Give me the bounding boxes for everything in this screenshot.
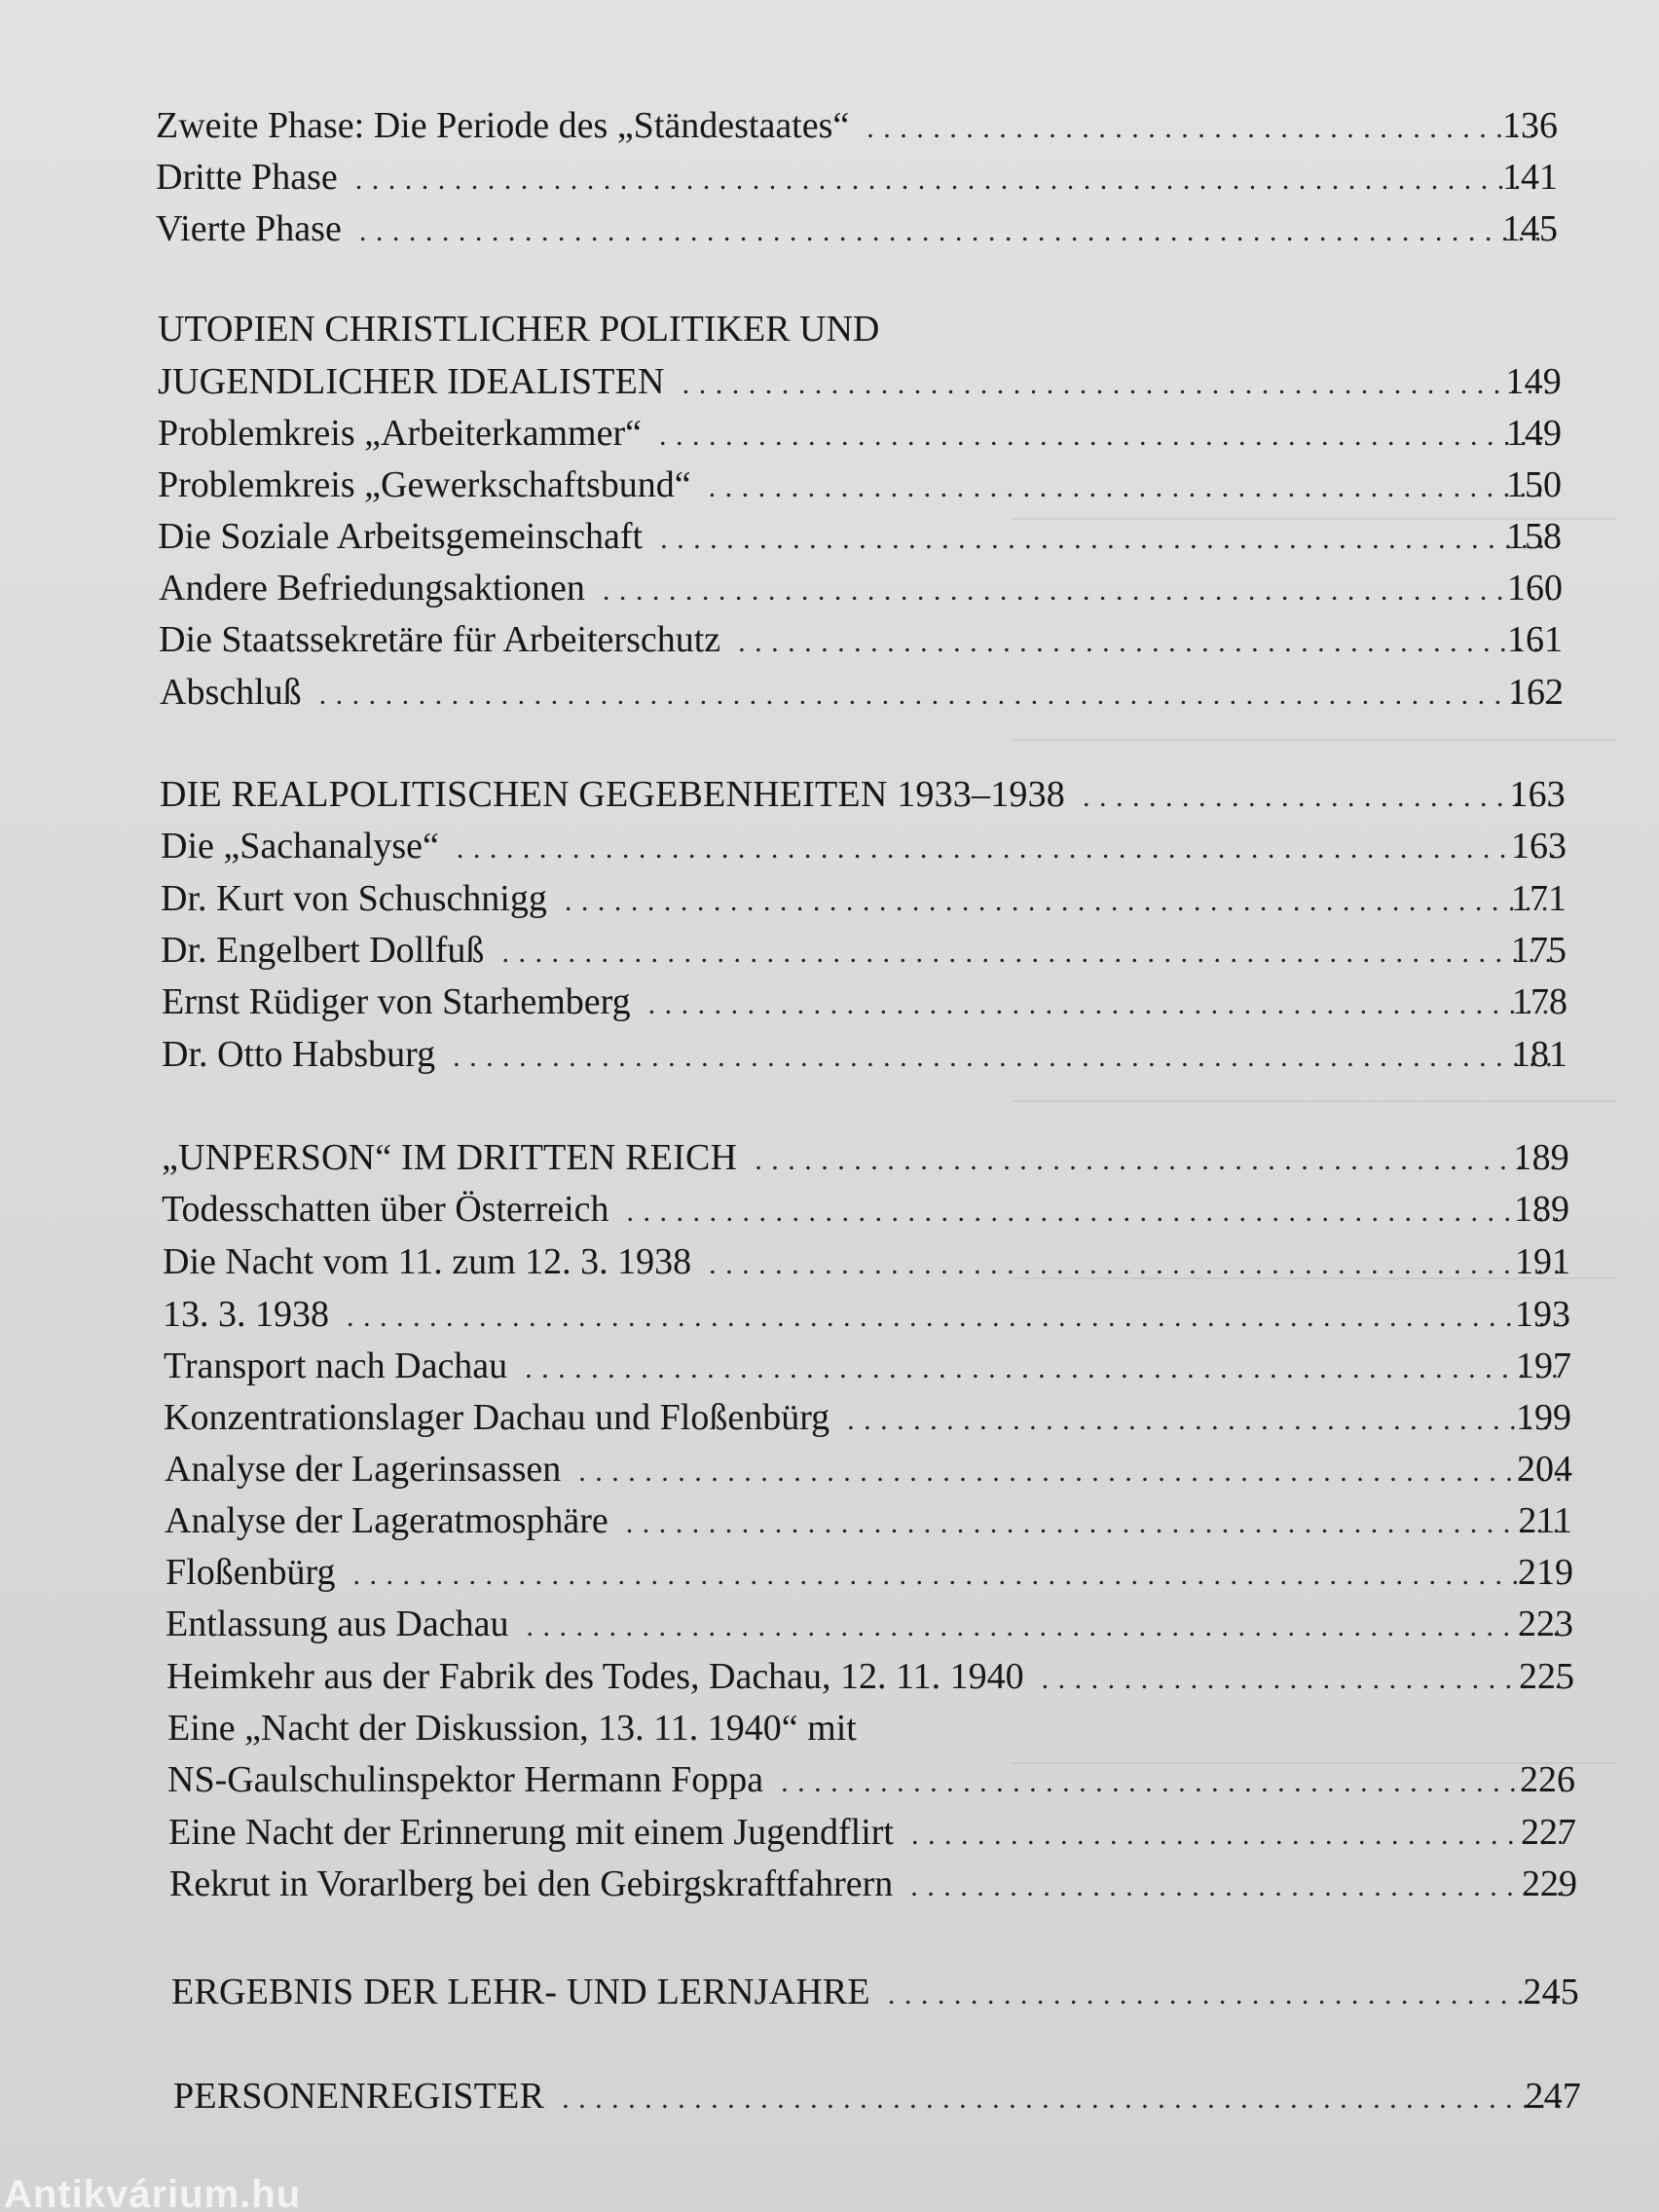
dot-leader [682, 360, 1550, 409]
toc-page-number: 178 [1512, 981, 1567, 1022]
toc-entry [156, 153, 1558, 202]
toc-page-number: 197 [1516, 1346, 1571, 1386]
toc-page-number: 204 [1517, 1449, 1572, 1490]
toc-entry-title: Dritte Phase [156, 157, 338, 198]
toc-entry [163, 1290, 1570, 1339]
dot-leader [501, 929, 1555, 977]
toc-page-number: 189 [1514, 1189, 1569, 1230]
dot-leader [526, 1603, 1562, 1651]
toc-entry-title: Andere Befriedungsaktionen [159, 568, 585, 608]
toc-entry [162, 977, 1567, 1026]
toc-entry-title: Rekrut in Vorarlberg bei den Gebirgskraftfahrern [169, 1863, 894, 1904]
toc-entry-title: Vierte Phase [156, 208, 342, 249]
section-heading [171, 1968, 1579, 2016]
toc-entry [159, 564, 1563, 612]
watermark: Antikvárium.hu [4, 2173, 302, 2212]
dot-leader [911, 1811, 1565, 1860]
toc-entry-title: Die Nacht vom 11. zum 12. 3. 1938 [163, 1241, 692, 1282]
toc-entry [164, 1342, 1571, 1390]
toc-page-number: 245 [1523, 1972, 1579, 2012]
toc-entry [161, 822, 1567, 870]
toc-page-number: 211 [1518, 1500, 1572, 1541]
dot-leader [353, 1551, 1562, 1600]
dot-leader [525, 1345, 1560, 1393]
toc-entry-title: 13. 3. 1938 [163, 1294, 329, 1335]
toc-entry [163, 1237, 1570, 1286]
section-heading-title: „UNPERSON“ IM DRITTEN REICH [162, 1137, 738, 1178]
toc-entry-title: Die Staatssekretäre für Arbeiterschutz [159, 619, 721, 660]
toc-page-number: 175 [1511, 930, 1567, 971]
dot-leader [578, 1448, 1561, 1496]
section-heading-title: DIE REALPOLITISCHEN GEGEBENHEITEN 1933–1938 [160, 774, 1065, 815]
toc-entry-title: Eine Nacht der Erinnerung mit einem Jugendflirt [168, 1812, 894, 1853]
dot-leader [359, 207, 1546, 256]
toc-page-number: 160 [1507, 568, 1563, 608]
section-heading-title: ERGEBNIS DER LEHR- UND LERNJAHRE [171, 1972, 870, 2012]
toc-page-number: 199 [1516, 1397, 1571, 1438]
dot-leader [910, 1862, 1566, 1911]
section-heading [173, 2072, 1581, 2120]
toc-entry [159, 615, 1563, 664]
toc-entry [165, 1445, 1572, 1493]
toc-entry [158, 461, 1562, 509]
dot-leader [1042, 1655, 1563, 1704]
toc-page-number: 225 [1519, 1656, 1574, 1697]
toc-entry [161, 926, 1567, 975]
toc-page-number: 219 [1518, 1552, 1573, 1593]
toc-entry-title: Transport nach Dachau [164, 1346, 508, 1386]
toc-page-number: 149 [1505, 361, 1562, 402]
toc-page-number: 163 [1509, 774, 1566, 815]
toc-entry [162, 1030, 1567, 1079]
toc-page-number: 136 [1502, 105, 1558, 146]
toc-entry [166, 1548, 1573, 1597]
dot-leader [648, 980, 1556, 1029]
dot-leader [660, 515, 1550, 564]
dot-leader [347, 1293, 1559, 1342]
dot-leader [847, 1396, 1560, 1445]
toc-page-number: 193 [1515, 1294, 1570, 1335]
toc-entry-title: Die Soziale Arbeitsgemeinschaft [158, 516, 644, 557]
toc-entry-title: Die „Sachanalyse“ [161, 826, 439, 866]
section-heading-title: PERSONENREGISTER [173, 2076, 545, 2117]
toc-page-number: 189 [1513, 1137, 1569, 1178]
toc-page-number: 161 [1507, 619, 1563, 660]
toc-entry-title: Entlassung aus Dachau [166, 1604, 509, 1644]
toc-entry-title: Zweite Phase: Die Periode des „Ständestaates“ [156, 105, 850, 146]
toc-entry-title: Abschluß [160, 672, 302, 713]
toc-entry [158, 512, 1562, 561]
toc-page-number: 247 [1525, 2076, 1581, 2117]
toc-entry-title: Problemkreis „Gewerkschaftsbund“ [158, 464, 691, 505]
section-heading [162, 1133, 1569, 1182]
toc-entry [166, 1652, 1574, 1701]
toc-entry-title: Problemkreis „Arbeiterkammer“ [158, 413, 642, 454]
toc-entry [169, 1860, 1577, 1908]
dot-leader [709, 463, 1550, 512]
toc-entry [160, 668, 1564, 717]
toc-entry [156, 204, 1558, 253]
toc-entry [166, 1600, 1573, 1648]
dot-leader [453, 1033, 1556, 1082]
toc-entry-title: Analyse der Lageratmosphäre [165, 1500, 608, 1541]
toc-entry-title: Heimkehr aus der Fabrik des Todes, Dachau, 12. 11. 1940 [166, 1656, 1024, 1697]
dot-leader [457, 825, 1555, 873]
dot-leader [888, 1971, 1567, 2019]
toc-entry [162, 1185, 1569, 1234]
dot-leader [1083, 773, 1554, 822]
toc-entry-title: NS-Gaulschulinspektor Hermann Foppa [167, 1759, 764, 1800]
toc-entry-title: Floßenbürg [166, 1552, 336, 1593]
toc-entry-title: Dr. Otto Habsburg [162, 1034, 436, 1075]
toc-entry-title: Todesschatten über Österreich [162, 1189, 609, 1230]
toc-entry [165, 1496, 1572, 1545]
dot-leader [355, 156, 1546, 204]
toc-entry-title: Konzentrationslager Dachau und Floßenbürg [164, 1397, 830, 1438]
toc-page-number: 227 [1521, 1812, 1576, 1853]
toc-page-number: 149 [1506, 413, 1562, 454]
toc-page-number: 191 [1515, 1241, 1570, 1282]
toc-entry-title: Dr. Kurt von Schuschnigg [161, 878, 547, 919]
toc-entry [161, 874, 1567, 923]
toc-page-number: 181 [1512, 1034, 1567, 1075]
toc-page-number: 229 [1522, 1863, 1577, 1904]
dot-leader [627, 1188, 1559, 1236]
toc-page-number: 141 [1502, 157, 1558, 198]
dot-leader [659, 412, 1550, 461]
toc-entry [168, 1808, 1576, 1857]
dot-leader [565, 877, 1555, 926]
toc-page-number: 158 [1506, 516, 1562, 557]
toc-page-number: 223 [1518, 1604, 1573, 1644]
dot-leader [562, 2075, 1569, 2123]
toc-entry [158, 409, 1562, 458]
section-heading [160, 770, 1566, 819]
toc-entry [167, 1755, 1575, 1804]
dot-leader [755, 1136, 1558, 1185]
toc-page-number: 171 [1511, 878, 1567, 919]
toc-entry-continued: Eine „Nacht der Diskussion, 13. 11. 1940“ mit [167, 1708, 857, 1749]
toc-entry-title: Dr. Engelbert Dollfuß [161, 930, 485, 971]
dot-leader [603, 567, 1551, 615]
toc-page-number: 145 [1502, 208, 1558, 249]
dot-leader [866, 104, 1546, 153]
dot-leader [319, 671, 1552, 719]
toc-entry [156, 101, 1558, 150]
toc-entry [164, 1393, 1571, 1442]
toc-page-number: 226 [1520, 1759, 1575, 1800]
toc-page-number: 150 [1506, 464, 1562, 505]
toc-entry-title: Analyse der Lagerinsassen [165, 1449, 562, 1490]
dot-leader [626, 1499, 1561, 1548]
section-heading [158, 357, 1562, 406]
dot-leader [709, 1240, 1559, 1289]
dot-leader [781, 1758, 1564, 1807]
toc-entry-title: Ernst Rüdiger von Starhemberg [162, 981, 631, 1022]
toc-page-number: 163 [1511, 826, 1567, 866]
toc-page-number: 162 [1508, 672, 1564, 713]
dot-leader [738, 618, 1551, 667]
section-heading-title: JUGENDLICHER IDEALISTEN [158, 361, 665, 402]
section-heading-line: UTOPIEN CHRISTLICHER POLITIKER UND [158, 309, 880, 350]
